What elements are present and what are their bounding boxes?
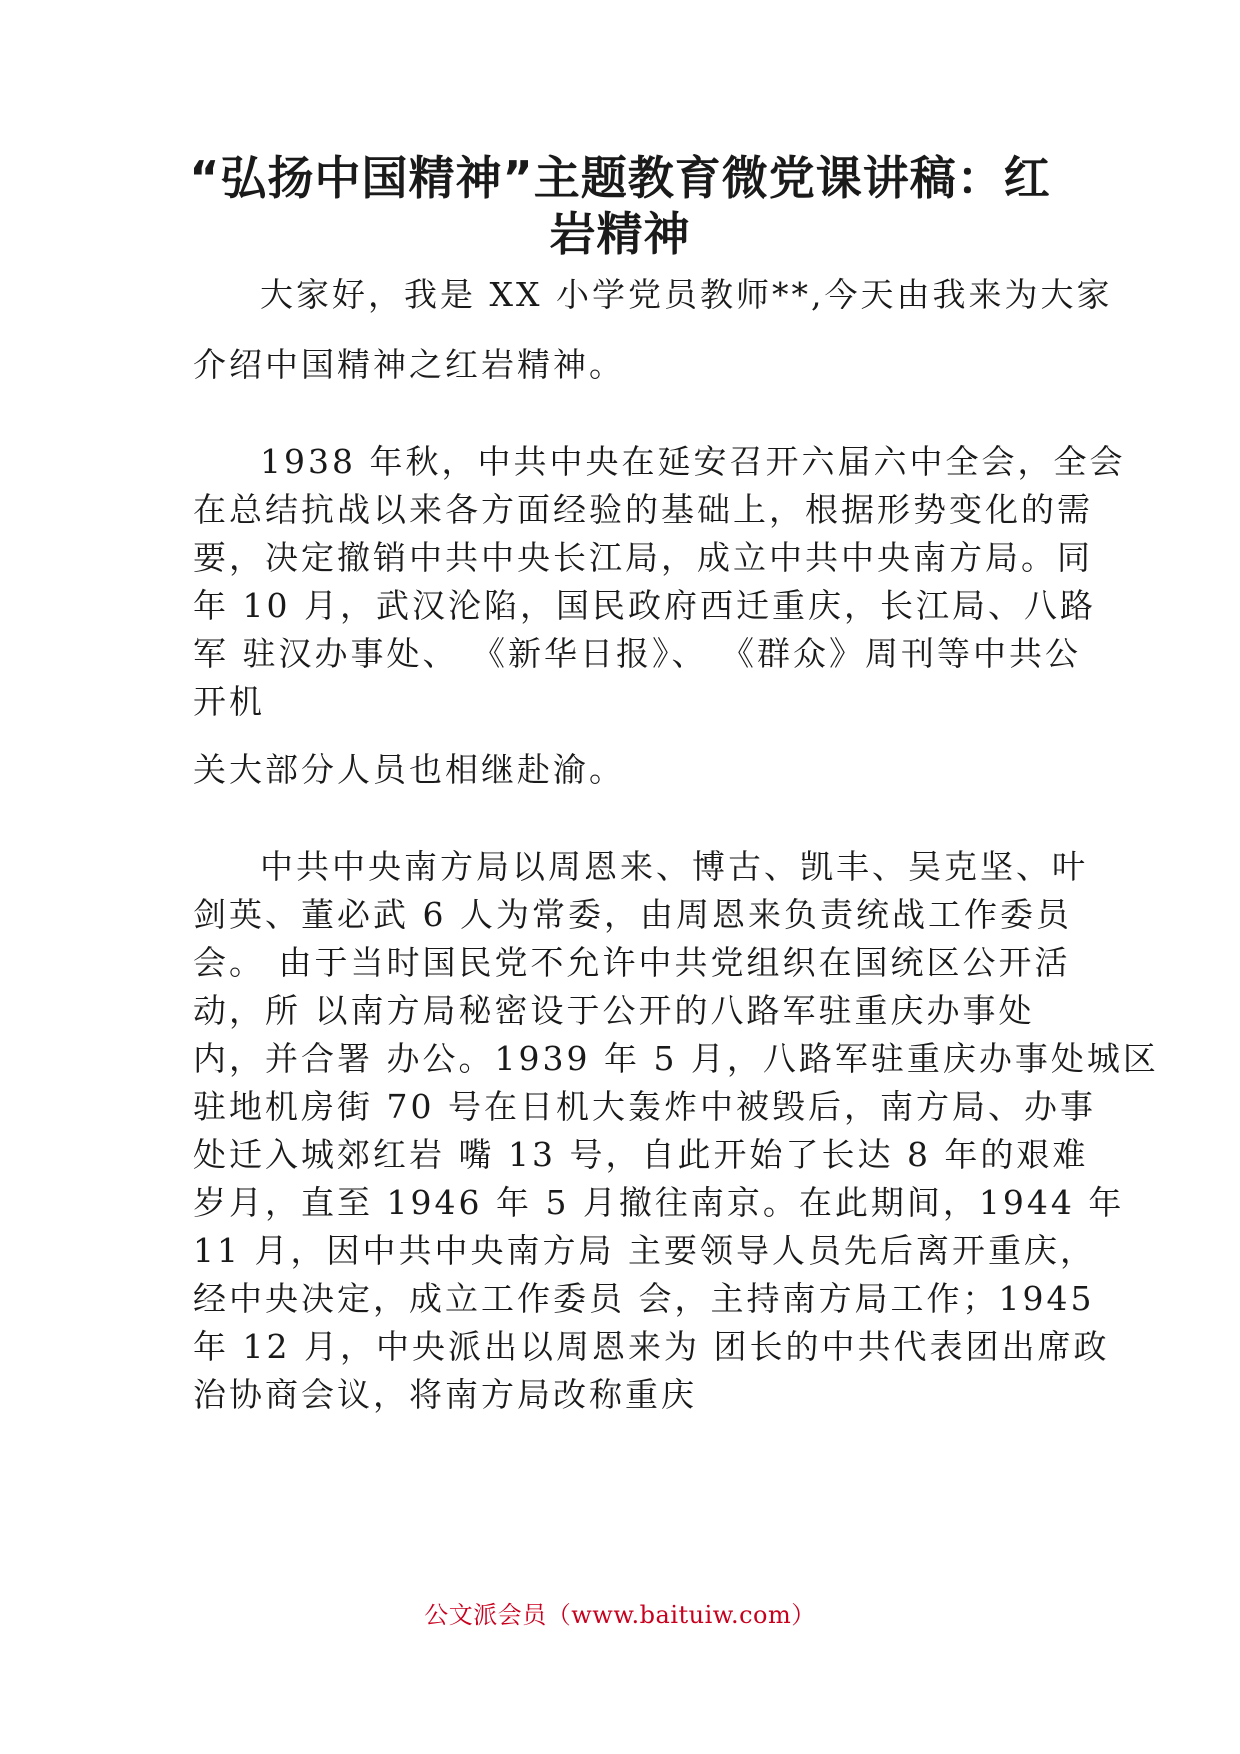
title-line-2: 岩精神 <box>549 207 691 261</box>
text-line: 会。 由于当时国民党不允许中共党组织在国统区公开活 <box>193 943 1071 982</box>
text-line: 年 10 月，武汉沦陷，国民政府西迁重庆，长江局、八路 <box>193 586 1096 625</box>
text-line: 1938 年秋，中共中央在延安召开六届六中全会，全会 <box>260 442 1126 481</box>
text-line: 要，决定撤销中共中央长江局，成立中共中央南方局。同 <box>193 538 1093 577</box>
text-line: 军 驻汉办事处、 《新华日报》、 《群众》周刊等中共公 <box>193 634 1081 673</box>
text-line: 内，并合署 办公。1939 年 5 月，八路军驻重庆办事处城区 <box>193 1039 1159 1078</box>
text-line: 年 12 月，中央派出以周恩来为 团长的中共代表团出席政 <box>193 1327 1110 1366</box>
text-line: 在总结抗战以来各方面经验的基础上，根据形势变化的需 <box>193 490 1093 529</box>
text-line: 中共中央南方局以周恩来、博古、凯丰、吴克坚、叶 <box>260 847 1088 886</box>
text-line: 驻地机房街 70 号在日机大轰炸中被毁后，南方局、办事 <box>193 1087 1096 1126</box>
text-line: 关大部分人员也相继赴渝。 <box>193 750 625 789</box>
text-line: 岁月，直至 1946 年 5 月撤往南京。在此期间，1944 年 <box>193 1183 1125 1222</box>
text-line: 介绍中国精神之红岩精神。 <box>193 345 625 384</box>
text-line: 剑英、董必武 6 人为常委，由周恩来负责统战工作委员 <box>193 895 1072 934</box>
text-line: 处迁入城郊红岩 嘴 13 号，自此开始了长达 8 年的艰难 <box>193 1135 1089 1174</box>
title-line-1: “弘扬中国精神”主题教育微党课讲稿：红 <box>189 151 1051 205</box>
text-line: 动，所 以南方局秘密设于公开的八路军驻重庆办事处 <box>193 991 1035 1030</box>
text-line: 11 月，因中共中央南方局 主要领导人员先后离开重庆， <box>193 1231 1096 1270</box>
footer-watermark: 公文派会员（www.baituiw.com） <box>424 1601 816 1629</box>
text-line: 开机 <box>193 682 265 721</box>
text-line: 经中央决定，成立工作委员 会，主持南方局工作；1945 <box>193 1279 1095 1318</box>
text-line: 大家好，我是 XX 小学党员教师**,今天由我来为大家 <box>260 275 1113 314</box>
text-line: 治协商会议，将南方局改称重庆 <box>193 1375 697 1414</box>
document-title <box>170 150 1070 262</box>
